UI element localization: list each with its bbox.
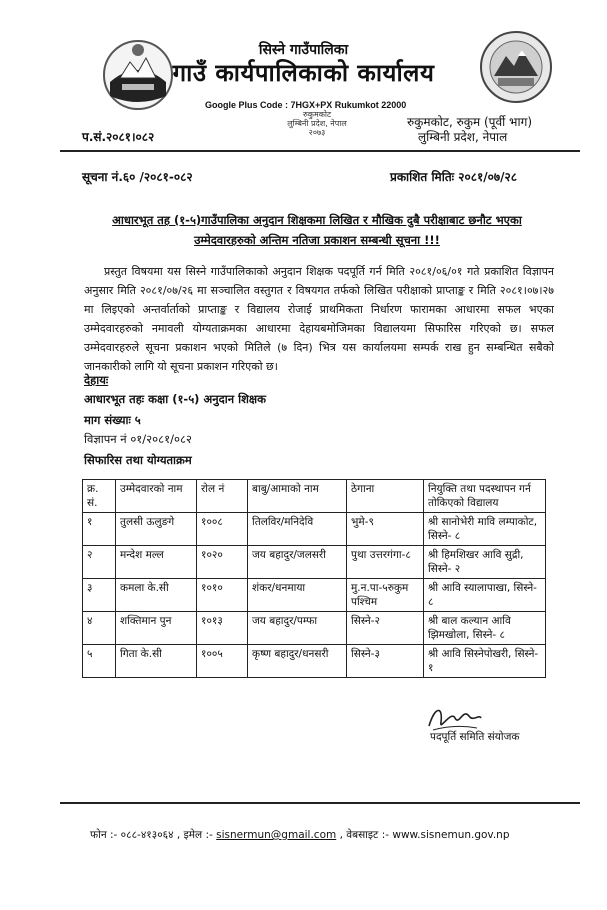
notice-title-line1: आधारभूत तह (१-५)गाउँपालिका अनुदान शिक्षकमा लिखित र मौखिक दुबै परीक्षाबाट छनौट भएका (112, 213, 522, 227)
table-row (83, 579, 546, 612)
table-row (83, 612, 546, 645)
table-row (83, 645, 546, 678)
notice-title-line2: उम्मेदवारहरुको अन्तिम नतिजा प्रकाशन सम्बन्धी सूचना !!! (194, 233, 440, 247)
table-cell: तुलसी ऊलुङगे (116, 513, 197, 546)
table-cell: श्री सानोभेरी मावि लम्पाकोट, सिस्ने- ८ (424, 513, 546, 546)
section-title: सिफारिस तथा योग्यताक्रम (84, 453, 192, 467)
stamp-line: लुम्बिनी प्रदेश, नेपाल (287, 119, 347, 128)
table-cell: शक्तिमान पुन (116, 612, 197, 645)
footer-phone: फोन :- ०८८-४१३०६४ , इमेल :- (90, 829, 213, 841)
table-row (83, 546, 546, 579)
table-row (83, 513, 546, 546)
stamp-line: २०७३ (308, 128, 326, 137)
column-header: नियुक्ति तथा पदस्थापन गर्न तोकिएको विद्यालय (424, 480, 546, 513)
table-cell: कृष्ण बहादुर/धनसरी (248, 645, 347, 678)
footer-divider (60, 802, 580, 804)
table-cell: श्री आवि स्यालापाखा, सिस्ने- ८ (424, 579, 546, 612)
footer-website: , वेबसाइट :- www.sisnemun.gov.np (339, 829, 510, 841)
table-cell: मन्देश मल्ल (116, 546, 197, 579)
stamp-line: रुकुमकोट (303, 110, 331, 119)
table-cell: १००८ (197, 513, 248, 546)
published-date: प्रकाशित मितिः २०८१/०७/२८ (390, 170, 517, 184)
google-plus-code: Google Plus Code : 7HGX+PX Rukumkot 22000 (205, 100, 407, 110)
table-cell: पुथा उत्तरगंगा-८ (347, 546, 424, 579)
table-cell: शंकर/धनमाया (248, 579, 347, 612)
column-header: ठेगाना (347, 480, 424, 513)
header-divider (60, 150, 580, 152)
table-cell: गिता के.सी (116, 645, 197, 678)
table-cell: ४ (83, 612, 116, 645)
office-title: गाउँ कार्यपालिकाको कार्यालय (172, 59, 435, 87)
table-cell: श्री हिमशिखर आवि सुद्री, सिस्ने- २ (424, 546, 546, 579)
table-cell: श्री आवि सिस्नेपोखरी, सिस्ने- १ (424, 645, 546, 678)
table-cell: १००५ (197, 645, 248, 678)
table-cell: १०१० (197, 579, 248, 612)
office-stamp (272, 110, 362, 137)
footer-contact (90, 828, 509, 842)
table-cell: १०१३ (197, 612, 248, 645)
table-cell: ३ (83, 579, 116, 612)
column-header: बाबु/आमाको नाम (248, 480, 347, 513)
demand-count: माग संख्याः ५ (84, 413, 141, 427)
table-cell: १०२० (197, 546, 248, 579)
advertisement-number: विज्ञापन नं ०१/२०८१/०८२ (84, 432, 192, 446)
table-cell: श्री बाल कल्यान आवि झिमखोला, सिस्ने- ८ (424, 612, 546, 645)
table-cell: भुमे-९ (347, 513, 424, 546)
notice-body: प्रस्तुत विषयमा यस सिस्ने गाउँपालिकाको अनुदान शिक्षक पदपूर्ति गर्न मिति २०८१/०६/०१ गते प्रकाशित विज्ञापन अनुसार मिति २०८१/०७/२६ मा सञ्चालित वस्तुगत र विषयगत तर्फको लिखित परीक्षाको प्राप्ताङ्क र मिति २०८१।०७।२७ मा लिइएको अन्तर्वार्ताको प्राप्ताङ्क र विद्यालय रोजाई प्राथमिकता निर्धारण फारामका आधारमा सफल भएका उम्मेदवारहरुको नमावली योग्यताक्रमका आधारमा देहायबमोजिमका विद्यालयमा सिफारिस गरिएको छ। सफल उम्मेदवारहरुले सूचना प्रकाशन भएको मितिले (७ दिन) भित्र यस कार्यालयमा सम्पर्क राख हुन सम्बन्धित सबैको जानकारीको लागि यो सूचना प्रकाशन गरिएको छ। (84, 265, 554, 373)
notice-number: सूचना नं.६० /२०८१-०८२ (82, 170, 193, 184)
table-cell: १ (83, 513, 116, 546)
reference-number: प.सं.२०८१।०८२ (82, 130, 155, 144)
level-label: आधारभूत तहः कक्षा (१-५) अनुदान शिक्षक (84, 392, 266, 406)
footer-email-link[interactable]: sisnermun@gmail.com (216, 829, 337, 841)
table-cell: जय बहादुर/जलसरी (248, 546, 347, 579)
office-address-line2: लुम्बिनी प्रदेश, नेपाल (418, 130, 508, 144)
signatory-title: पदपूर्ति समिति संयोजक (430, 731, 520, 743)
column-header: उम्मेदवारको नाम (116, 480, 197, 513)
table-cell: जय बहादुर/पम्फा (248, 612, 347, 645)
table-cell: ५ (83, 645, 116, 678)
column-header: क्र. सं. (83, 480, 116, 513)
results-table (82, 479, 546, 678)
office-address-line1: रुकुमकोट, रुकुम (पूर्वी भाग) (407, 115, 533, 129)
table-cell: तिलविर/मनिदेवि (248, 513, 347, 546)
table-cell: कमला के.सी (116, 579, 197, 612)
table-cell: सिस्ने-२ (347, 612, 424, 645)
table-cell: २ (83, 546, 116, 579)
municipality-name: सिस्ने गाउँपालिका (258, 42, 349, 58)
column-header: रोल नं (197, 480, 248, 513)
table-cell: सिस्ने-३ (347, 645, 424, 678)
table-cell: मु.न.पा-५रुकुम पश्चिम (347, 579, 424, 612)
table-header-row (83, 480, 546, 513)
dehaya-heading: देहायः (84, 373, 109, 387)
